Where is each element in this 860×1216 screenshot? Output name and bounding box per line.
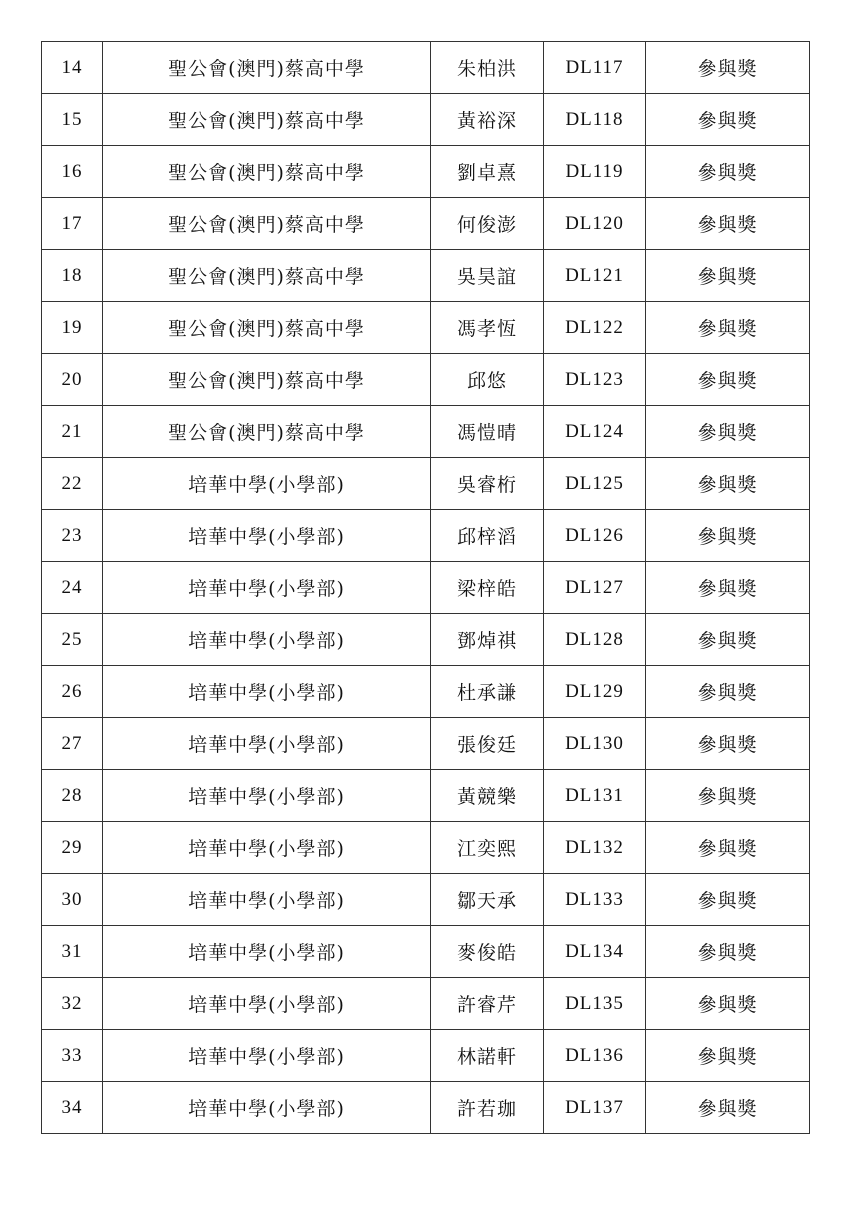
table-row [42, 718, 810, 770]
award-type: 參與獎 [646, 146, 810, 198]
table-row [42, 302, 810, 354]
entry-code: DL137 [544, 1082, 646, 1134]
student-name: 江奕熙 [431, 822, 544, 874]
row-number: 25 [42, 614, 103, 666]
school-name: 培華中學(小學部) [103, 510, 431, 562]
student-name: 鄒天承 [431, 874, 544, 926]
award-type: 參與獎 [646, 458, 810, 510]
student-name: 朱柏洪 [431, 42, 544, 94]
school-name: 培華中學(小學部) [103, 718, 431, 770]
school-name: 培華中學(小學部) [103, 770, 431, 822]
table-row [42, 1030, 810, 1082]
entry-code: DL136 [544, 1030, 646, 1082]
student-name: 黃競樂 [431, 770, 544, 822]
school-name: 聖公會(澳門)蔡高中學 [103, 146, 431, 198]
table-row [42, 666, 810, 718]
student-name: 梁梓皓 [431, 562, 544, 614]
entry-code: DL119 [544, 146, 646, 198]
row-number: 32 [42, 978, 103, 1030]
entry-code: DL128 [544, 614, 646, 666]
entry-code: DL127 [544, 562, 646, 614]
award-type: 參與獎 [646, 822, 810, 874]
award-type: 參與獎 [646, 1030, 810, 1082]
student-name: 吳睿桁 [431, 458, 544, 510]
school-name: 聖公會(澳門)蔡高中學 [103, 406, 431, 458]
entry-code: DL134 [544, 926, 646, 978]
school-name: 聖公會(澳門)蔡高中學 [103, 94, 431, 146]
school-name: 培華中學(小學部) [103, 926, 431, 978]
row-number: 23 [42, 510, 103, 562]
table-row [42, 1082, 810, 1134]
student-name: 許睿芹 [431, 978, 544, 1030]
award-type: 參與獎 [646, 198, 810, 250]
entry-code: DL123 [544, 354, 646, 406]
school-name: 聖公會(澳門)蔡高中學 [103, 250, 431, 302]
row-number: 18 [42, 250, 103, 302]
school-name: 培華中學(小學部) [103, 614, 431, 666]
entry-code: DL122 [544, 302, 646, 354]
row-number: 34 [42, 1082, 103, 1134]
row-number: 14 [42, 42, 103, 94]
row-number: 15 [42, 94, 103, 146]
row-number: 20 [42, 354, 103, 406]
school-name: 培華中學(小學部) [103, 978, 431, 1030]
entry-code: DL125 [544, 458, 646, 510]
entry-code: DL133 [544, 874, 646, 926]
row-number: 27 [42, 718, 103, 770]
award-type: 參與獎 [646, 666, 810, 718]
school-name: 聖公會(澳門)蔡高中學 [103, 198, 431, 250]
entry-code: DL135 [544, 978, 646, 1030]
student-name: 邱梓滔 [431, 510, 544, 562]
school-name: 培華中學(小學部) [103, 666, 431, 718]
table-row [42, 874, 810, 926]
row-number: 26 [42, 666, 103, 718]
row-number: 30 [42, 874, 103, 926]
student-name: 鄧焯祺 [431, 614, 544, 666]
award-table [41, 41, 810, 1134]
award-type: 參與獎 [646, 978, 810, 1030]
school-name: 聖公會(澳門)蔡高中學 [103, 42, 431, 94]
award-type: 參與獎 [646, 406, 810, 458]
student-name: 林諾軒 [431, 1030, 544, 1082]
table-row [42, 822, 810, 874]
award-type: 參與獎 [646, 94, 810, 146]
entry-code: DL124 [544, 406, 646, 458]
row-number: 31 [42, 926, 103, 978]
row-number: 24 [42, 562, 103, 614]
table-row [42, 94, 810, 146]
entry-code: DL129 [544, 666, 646, 718]
entry-code: DL118 [544, 94, 646, 146]
entry-code: DL121 [544, 250, 646, 302]
award-type: 參與獎 [646, 354, 810, 406]
student-name: 杜承謙 [431, 666, 544, 718]
entry-code: DL126 [544, 510, 646, 562]
award-type: 參與獎 [646, 1082, 810, 1134]
student-name: 張俊廷 [431, 718, 544, 770]
table-row [42, 42, 810, 94]
table-row [42, 510, 810, 562]
school-name: 培華中學(小學部) [103, 874, 431, 926]
table-row [42, 250, 810, 302]
student-name: 麥俊皓 [431, 926, 544, 978]
award-type: 參與獎 [646, 302, 810, 354]
school-name: 培華中學(小學部) [103, 1082, 431, 1134]
award-type: 參與獎 [646, 770, 810, 822]
table-row [42, 198, 810, 250]
award-type: 參與獎 [646, 718, 810, 770]
student-name: 邱悠 [431, 354, 544, 406]
student-name: 吳昊誼 [431, 250, 544, 302]
award-type: 參與獎 [646, 562, 810, 614]
entry-code: DL117 [544, 42, 646, 94]
student-name: 馮愷晴 [431, 406, 544, 458]
award-type: 參與獎 [646, 510, 810, 562]
school-name: 培華中學(小學部) [103, 562, 431, 614]
school-name: 培華中學(小學部) [103, 458, 431, 510]
award-list-page [41, 41, 809, 1134]
student-name: 劉卓熹 [431, 146, 544, 198]
row-number: 22 [42, 458, 103, 510]
table-row [42, 146, 810, 198]
award-type: 參與獎 [646, 614, 810, 666]
table-row [42, 562, 810, 614]
student-name: 馮孝恆 [431, 302, 544, 354]
student-name: 許若珈 [431, 1082, 544, 1134]
entry-code: DL132 [544, 822, 646, 874]
row-number: 16 [42, 146, 103, 198]
award-type: 參與獎 [646, 250, 810, 302]
row-number: 33 [42, 1030, 103, 1082]
row-number: 21 [42, 406, 103, 458]
student-name: 黃裕深 [431, 94, 544, 146]
school-name: 培華中學(小學部) [103, 1030, 431, 1082]
row-number: 29 [42, 822, 103, 874]
row-number: 17 [42, 198, 103, 250]
school-name: 聖公會(澳門)蔡高中學 [103, 302, 431, 354]
award-type: 參與獎 [646, 926, 810, 978]
school-name: 聖公會(澳門)蔡高中學 [103, 354, 431, 406]
school-name: 培華中學(小學部) [103, 822, 431, 874]
student-name: 何俊澎 [431, 198, 544, 250]
table-row [42, 926, 810, 978]
entry-code: DL130 [544, 718, 646, 770]
table-row [42, 354, 810, 406]
table-row [42, 458, 810, 510]
table-row [42, 406, 810, 458]
row-number: 28 [42, 770, 103, 822]
table-row [42, 614, 810, 666]
row-number: 19 [42, 302, 103, 354]
award-type: 參與獎 [646, 874, 810, 926]
award-type: 參與獎 [646, 42, 810, 94]
entry-code: DL120 [544, 198, 646, 250]
award-table-body [42, 42, 810, 1134]
entry-code: DL131 [544, 770, 646, 822]
table-row [42, 770, 810, 822]
table-row [42, 978, 810, 1030]
